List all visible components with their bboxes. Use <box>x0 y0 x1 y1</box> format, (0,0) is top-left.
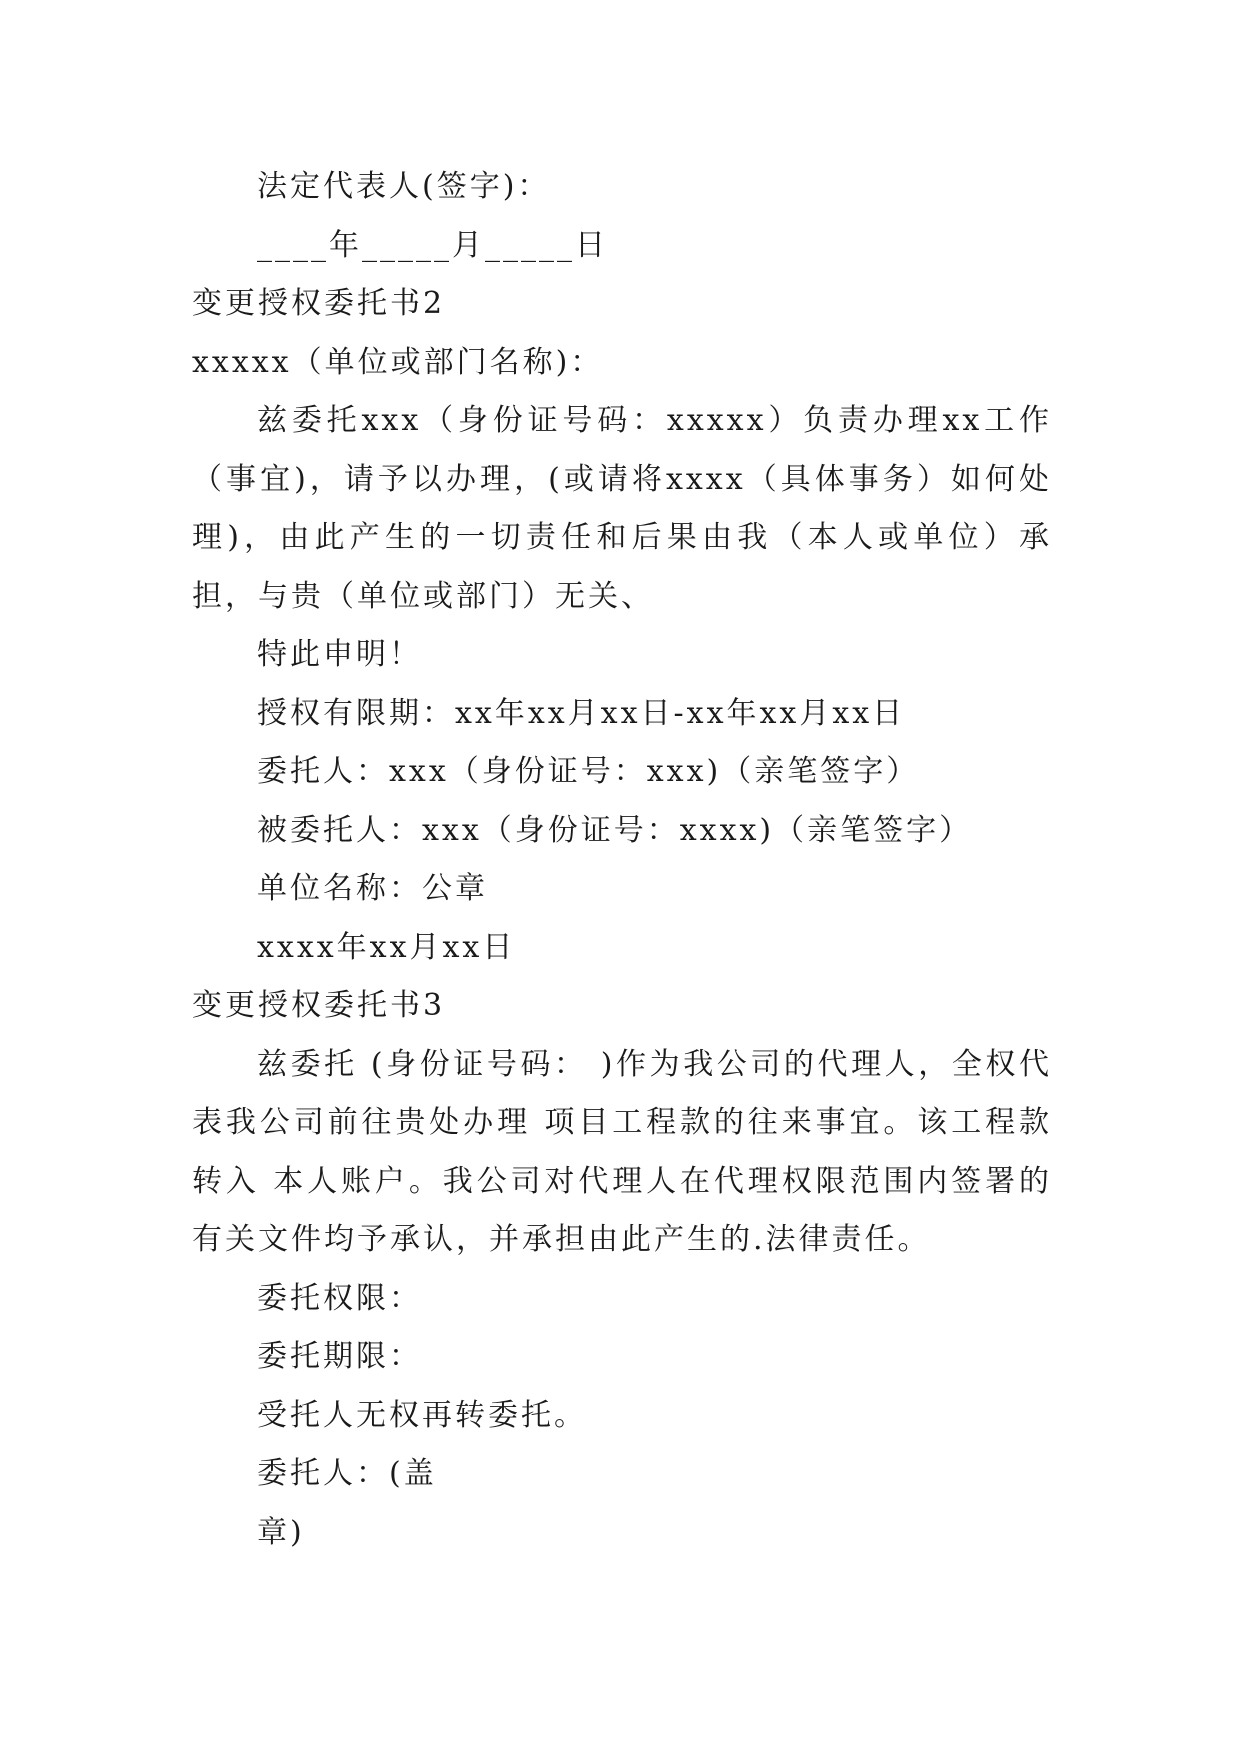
no-subdelegation-line: 受托人无权再转委托。 <box>257 1397 587 1433</box>
authorization-period-line: 授权有限期：xx年xx月xx日-xx年xx月xx日 <box>257 695 906 731</box>
signature-date-line: ____年_____月_____日 <box>257 227 608 263</box>
document-body <box>192 158 1052 1562</box>
agent-line-2: 被委托人：xxx（身份证号：xxxx)（亲笔签字） <box>257 812 973 848</box>
declaration-line-2: 特此申明！ <box>257 637 422 672</box>
principal-seal-line-a: 委托人：(盖 <box>257 1456 437 1491</box>
principal-seal-line-b: 章) <box>257 1514 305 1550</box>
principal-line-2: 委托人：xxx（身份证号：xxx)（亲笔签字） <box>257 754 920 789</box>
authorization-scope-line: 委托权限： <box>257 1280 422 1316</box>
body-paragraph-3: 兹委托 (身份证号码： )作为我公司的代理人，全权代表我公司前往贵处办理 项目工程款的往来事宜。该工程款转入 本人账户。我公司对代理人在代理权限范围内签署的有关文件均予承认，并承担由此产生的.法律责任。 <box>192 1046 1052 1257</box>
date-line-2: xxxx年xx月xx日 <box>257 929 516 965</box>
organization-line-2: 单位名称：公章 <box>257 871 488 906</box>
body-paragraph-2: 兹委托xxx（身份证号码：xxxxx）负责办理xx工作（事宜)，请予以办理，(或请将xxxx（具体事务）如何处理)，由此产生的一切责任和后果由我（本人或单位）承担，与贵（单位或部门）无关、 <box>192 403 1052 614</box>
section-heading-2: 变更授权委托书2 <box>192 286 446 321</box>
addressee-line-2: xxxxx（单位或部门名称)： <box>192 344 604 380</box>
authorization-term-line: 委托期限： <box>257 1339 422 1374</box>
legal-rep-signature-line: 法定代表人(签字)： <box>257 169 551 204</box>
section-heading-3: 变更授权委托书3 <box>192 988 446 1023</box>
